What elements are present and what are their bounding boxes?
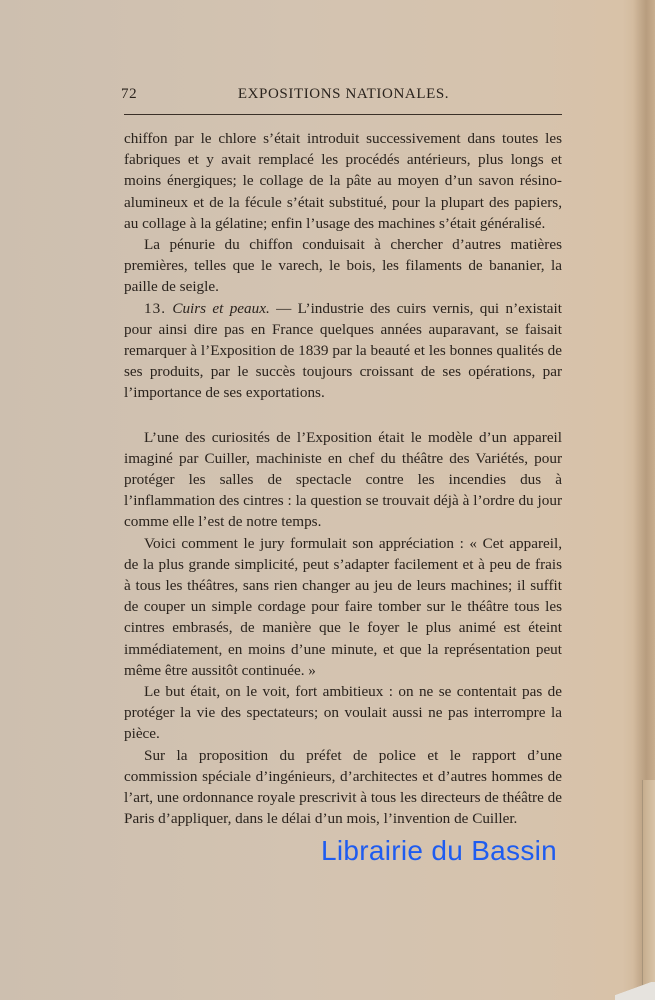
paragraph-jury-quote: Voici comment le jury formulait son appréciation : « Cet appareil, de la plus grande simplicité, peut s’adapter facilement et à peu de frais à tous les théâtres, sans rien changer au jeu de leurs machines; il suffit de couper un simple cordage pour faire tomber sur le théâtre tous les cintres embrasés, de manière que le foyer le plus animé est éteint immédiatement, en moins d’une minute, et que la représentation peut même être aussitôt continuée. » bbox=[124, 534, 562, 679]
paragraph-continuation: chiffon par le chlore s’était introduit successivement dans toutes les fabriques et y avait remplacé les procédés antérieurs, plus longs et moins énergiques; le collage de la pâte au moyen d’un savon résino-alumineux et de la fécule s’était substitué, pour la plupart des papiers, au collage à la gélatine; enfin l’usage des machines s’était généralisé. bbox=[124, 130, 562, 232]
running-title: EXPOSITIONS NATIONALES. bbox=[237, 86, 450, 102]
header-rule bbox=[124, 114, 562, 116]
paragraph: L’une des curiosités de l’Exposition était le modèle d’un appareil imaginé par Cuiller, machiniste en chef du théâtre des Variétés, pour protéger les salles de spectacle contre les incendies dus à l’inflammation des cintres : la question se trouvait déjà à l’ordre du jour comme elle l’est de notre temps. bbox=[124, 428, 562, 531]
body-text bbox=[124, 128, 562, 830]
section-text: — L’industrie des cuirs vernis, qui n’existait pour ainsi dire pas en France quelques années auparavant, se faisait remarquer à l’Exposition de 1839 par la beauté et les bonnes qualités de ses produits, par le succès toujours croissant de ses opérations, par l’importance de ses exportations. bbox=[124, 299, 562, 402]
section-title: Cuirs et peaux. bbox=[172, 299, 270, 317]
watermark: Librairie du Bassin bbox=[321, 835, 558, 866]
running-header bbox=[121, 86, 566, 106]
section-number: 13. bbox=[144, 299, 166, 317]
page-number: 72 bbox=[121, 86, 138, 102]
paragraph: La pénurie du chiffon conduisait à chercher d’autres matières premières, telles que le varech, le bois, les filaments de bananier, la paille de seigle. bbox=[124, 236, 562, 296]
page-corner bbox=[615, 982, 655, 1000]
section-gap bbox=[124, 404, 562, 427]
next-page-edge bbox=[642, 780, 655, 1000]
paragraph-section-13 bbox=[124, 298, 562, 404]
paragraph: Sur la proposition du préfet de police et le rapport d’une commission spéciale d’ingénieurs, d’architectes et d’autres hommes de l’art, une ordonnance royale prescrivit à tous les directeurs de théâtre de Paris d’appliquer, dans le délai d’un mois, l’invention de Cuiller. bbox=[124, 746, 562, 828]
paragraph: Le but était, on le voit, fort ambitieux : on ne se contentait pas de protéger la vie des spectateurs; on voulait aussi ne pas interrompre la pièce. bbox=[124, 683, 562, 743]
